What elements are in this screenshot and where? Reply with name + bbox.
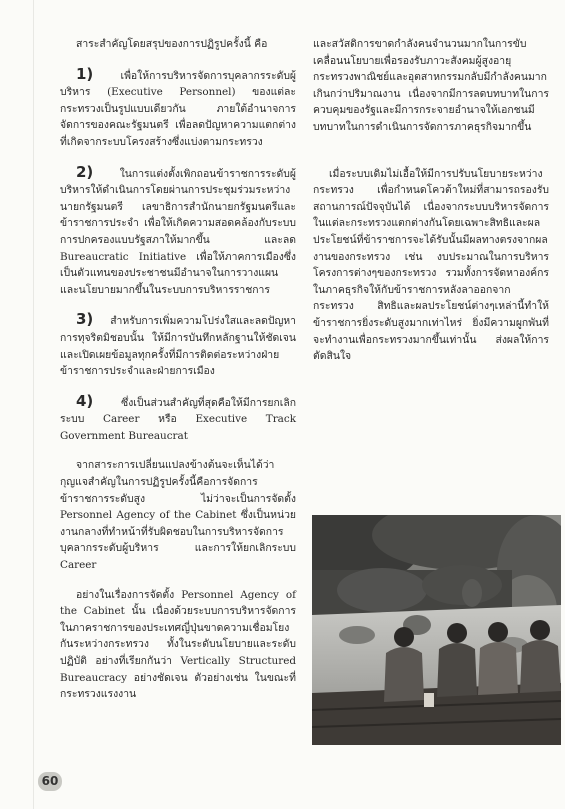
list-item-2-number: 2) <box>76 162 94 181</box>
body-paragraph-right-2: เมื่อระบบเดิมไม่เอื้อให้มีการปรับนโยบายระหว่างกระทรวง เพื่อกำหนดโควต้าใหม่ที่สามารถรองรับสถานการณ์ปัจจุบันได้ เนื่องจากระบบบริหารจัดการในแต่ละกระทรวงแตกต่างกันโดยเฉพาะสิทธิและผลประโยชน์ที่ข้าราชการจะได้รับนั้นมีผลทางตรงจากผลงานของกระทรวง เช่น งบประมาณในการบริหารโครงการต่างๆของกระทรวง รวมทั้งการจัดหาองค์กรในภาคธุรกิจให้กับข้าราชการหลังลาออกจากกระทรวง สิทธิและผลประโยชน์ต่างๆเหล่านี้ทำให้ข้าราชการยิ่งระดับสูงมากเท่าไหร่ ยิ่งมีความผูกพันที่จะทำงานเพื่อกระทรวงมากขึ้นเท่านั้น ส่งผลให้การตัดสินใจ <box>313 167 549 363</box>
photo-garden-icon <box>312 515 561 745</box>
intro-paragraph: สาระสำคัญโดยสรุปของการปฏิรูปครั้งนี้ คือ <box>76 38 268 50</box>
continued-paragraph: และสวัสดิการขาดกำลังคนจำนวนมากในการขับเคลื่อนนโยบายเพื่อรองรับภาวะสังคมผู้สูงอายุ กระทรวงพาณิชย์และอุตสาหกรรมกลับมีกำลังคนมากเกินกว่าปริมาณงาน เนื่องจากมีการลดบทบาทในการควบคุมของรัฐและมีการกระจายอำนาจให้เอกชนมีบทบาทในการดำเนินการจัดการภาคธุรกิจมากขึ้น <box>313 38 549 133</box>
list-item-4 <box>60 393 296 445</box>
garden-photo <box>312 515 561 745</box>
list-item-4-text: ซึ่งเป็นส่วนสำคัญที่สุดคือให้มีการยกเลิกระบบ Career หรือ Executive Track Government Bureaucrat <box>60 396 296 442</box>
list-item-2 <box>60 164 296 299</box>
page-number: 60 <box>38 772 62 791</box>
body-paragraph-6: อย่างในเรื่องการจัดตั้ง Personnel Agency of the Cabinet นั้น เนื่องด้วยระบบการบริหารจัดการในภาคราชการของประเทศญี่ปุ่นขาดความเชื่อมโยงกันระหว่างกระทรวง ทั้งในระดับนโยบายและระดับปฏิบัติ อย่างที่เรียกกันว่า Vertically Structured Bureaucracy อย่างชัดเจน ตัวอย่างเช่น ในขณะที่กระทรวงแรงงาน <box>60 588 296 701</box>
list-item-4-number: 4) <box>76 391 94 410</box>
list-item-2-text: ในการแต่งตั้งเพิกถอนข้าราชการระดับผู้บริหารให้ดำเนินการโดยผ่านการประชุมร่วมระหว่างนายกรัฐมนตรี เลขาธิการสำนักนายกรัฐมนตรีและข้าราชการประจำ เพื่อให้เกิดความสอดคล้องกับระบบการปกครองแบบรัฐสภาให้มากขึ้น และลด Bureaucratic Initiative เพื่อให้ภาคการเมืองซึ่งเป็นตัวแทนของประชาชนมีอำนาจในการวางแผนและนโยบายมากขึ้นในระบบการบริหารราชการ <box>60 167 296 296</box>
list-item-1 <box>60 66 296 151</box>
list-item-1-text: เพื่อให้การบริหารจัดการบุคลากรระดับผู้บริหาร (Executive Personnel) ของแต่ละกระทรวงเป็นรูปแบบเดียวกัน ภายใต้อำนาจการจัดการของคณะรัฐมนตรี เพื่อลดปัญหาความแตกต่างที่เกิดจากระบบโครงสร้างซึ่งแบ่งตามกระทรวง <box>60 69 296 148</box>
list-item-3 <box>60 311 296 379</box>
list-item-3-number: 3) <box>76 310 94 329</box>
right-column <box>313 36 549 378</box>
page-gutter-divider <box>33 0 34 809</box>
left-column <box>60 36 296 716</box>
list-item-3-text: สำหรับการเพิ่มความโปร่งใสและลดปัญหาการทุจริตมิชอบนั้น ให้มีการบันทึกหลักฐานให้ชัดเจนและเปิดเผยข้อมูลทุกครั้งที่มีการติดต่อระหว่างฝ่ายข้าราชการประจำและฝ่ายการเมือง <box>60 315 296 378</box>
list-item-1-number: 1) <box>76 64 94 83</box>
body-paragraph-5: จากสาระการเปลี่ยนแปลงข้างต้นจะเห็นได้ว่ากุญแจสำคัญในการปฏิรูปครั้งนี้คือการจัดการข้าราชการระดับสูง ไม่ว่าจะเป็นการจัดตั้ง Personnel Agency of the Cabinet ซึ่งเป็นหน่วยงานกลางที่ทำหน้าที่รับผิดชอบในการบริหารจัดการบุคลากรระดับผู้บริหาร และการให้ยกเลิกระบบ Career <box>60 459 296 572</box>
